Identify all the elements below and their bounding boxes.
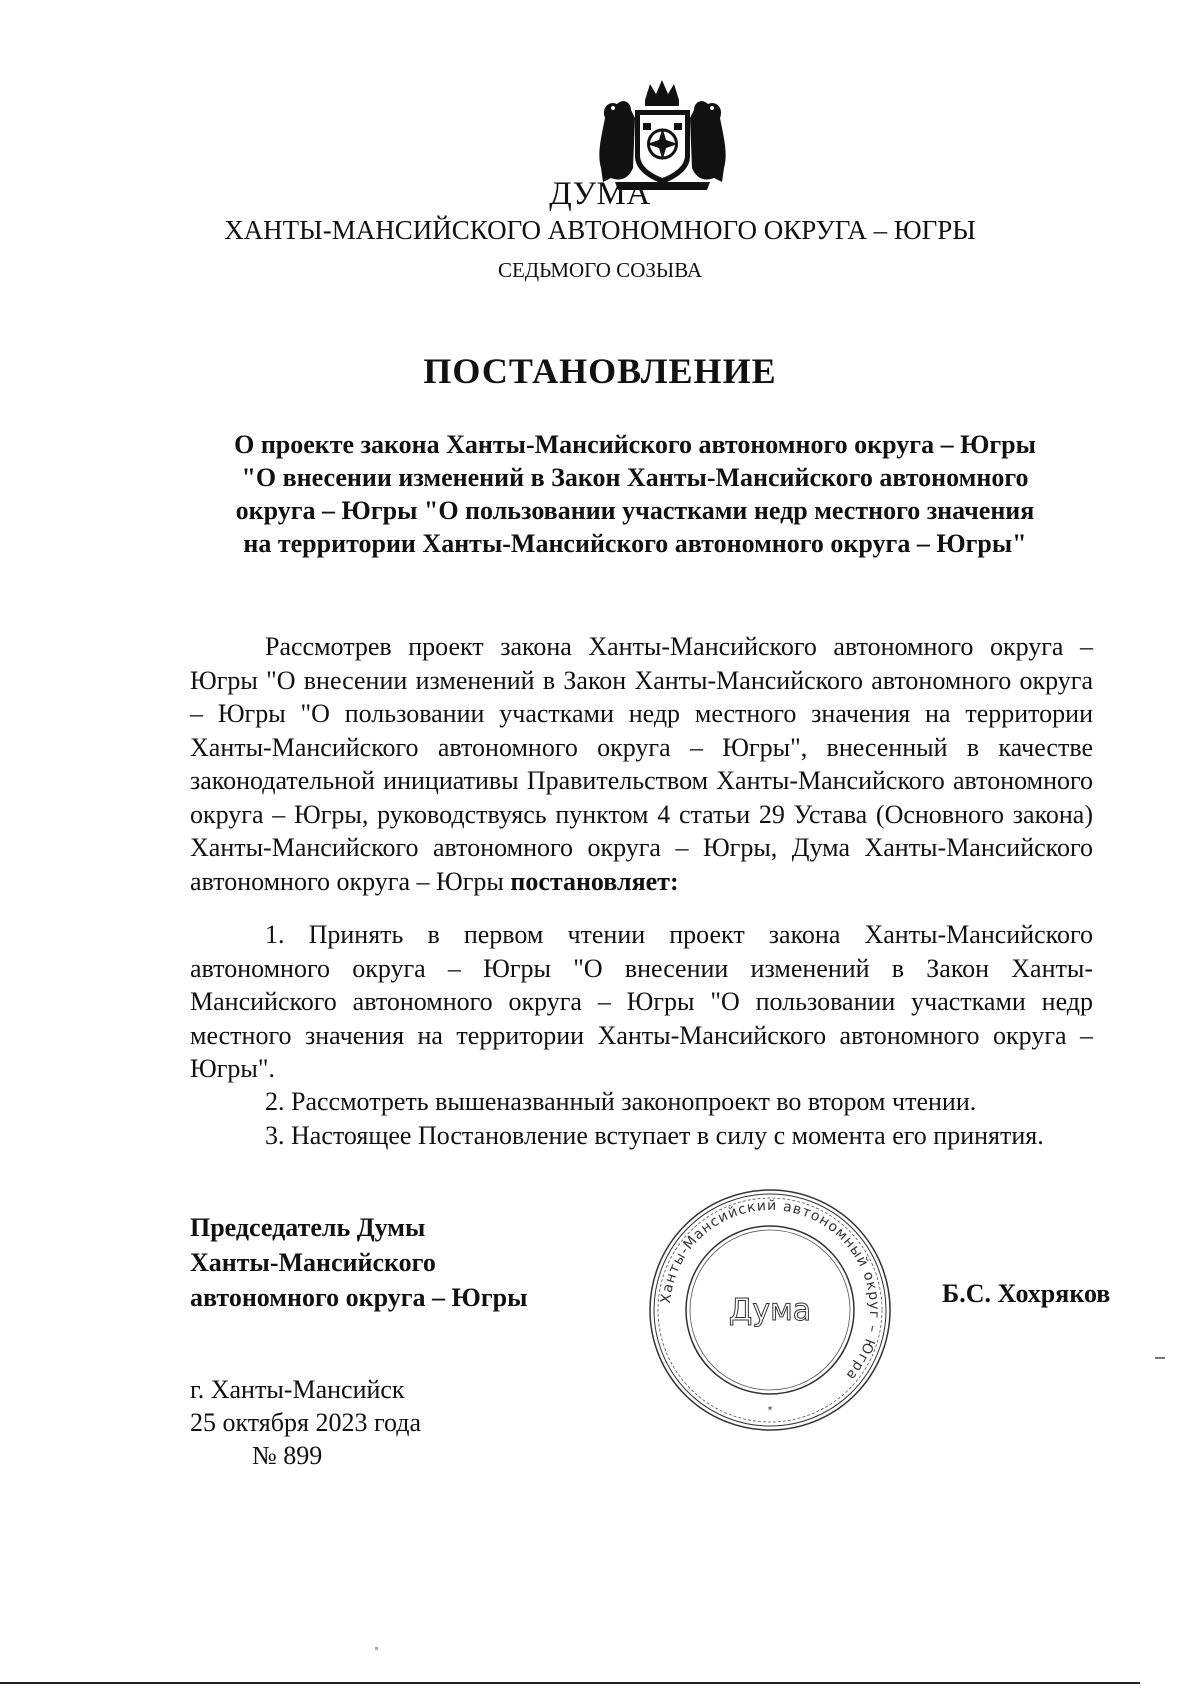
subject-line: округа – Югры "О пользовании участками недр местного значения [235,496,1035,525]
seal-center-text: Дума [728,1293,812,1328]
organization-region: ХАНТЫ-МАНСИЙСКОГО АВТОНОМНОГО ОКРУГА – ЮГРЫ [224,215,976,245]
seal-ring-text: Ханты-Мансийский автономный округ – Югра [658,1197,883,1384]
place-date-block [190,1373,421,1472]
subject-line: О проекте закона Ханты-Мансийского автономного округа – Югры [234,430,1036,459]
signatory-title-line: Председатель Думы [190,1213,426,1242]
place-of-issue: г. Ханты-Мансийск [190,1375,405,1404]
document-subject [175,428,1095,560]
signatory-title-line: Ханты-Мансийского [190,1248,436,1277]
signatory-title [190,1210,527,1315]
preamble-paragraph [190,630,1093,898]
seal-star-icon: * [767,1405,773,1416]
subject-line: на территории Ханты-Мансийского автономного округа – Югры" [243,529,1027,558]
resolution-item-2: 2. Рассмотреть вышеназванный законопроект во втором чтении. [265,1087,977,1116]
signatory-name: Б.С. Хохряков [942,1279,1111,1308]
document-number: № 899 [252,1441,323,1470]
resolution-item-3: 3. Настоящее Постановление вступает в силу с момента его принятия. [265,1121,1044,1150]
subject-line: "О внесении изменений в Закон Ханты-Мансийского автономного [241,463,1029,492]
resolves-keyword: постановляет: [510,866,679,896]
signatory-title-line: автономного округа – Югры [190,1283,528,1312]
preamble-text: Рассмотрев проект закона Ханты-Мансийского автономного округа – Югры "О внесении изменений в Закон Ханты-Мансийского автономного округа – Югры "О пользовании участками недр местного значения на территории Ханты-Мансийского автономного округа – Югры", внесенный в качестве законодательной инициативы Правительством Ханты-Мансийского автономного округа – Югры, руководствуясь пунктом 4 статьи 29 Устава (Основного закона) Ханты-Мансийского автономного округа – Югры, Дума Ханты-Мансийского автономного округа – Югры [190,632,1093,896]
document-type-title: ПОСТАНОВЛЕНИЕ [423,351,777,391]
bottom-divider [0,1682,1140,1684]
issue-date: 25 октября 2023 года [190,1408,421,1437]
scan-mark [1155,1357,1165,1359]
organization-name: ДУМА [549,176,651,212]
resolution-item-1: 1. Принять в первом чтении проект закона Ханты-Мансийского автономного округа – Югры "О внесении изменений в Закон Ханты-Мансийского автономного округа – Югры "О пользовании участками недр местного значения на территории Ханты-Мансийского автономного округа – Югры". [190,920,1093,1083]
scan-mark [375,1647,378,1650]
convocation-label: СЕДЬМОГО СОЗЫВА [497,258,703,282]
official-seal [645,1185,895,1435]
